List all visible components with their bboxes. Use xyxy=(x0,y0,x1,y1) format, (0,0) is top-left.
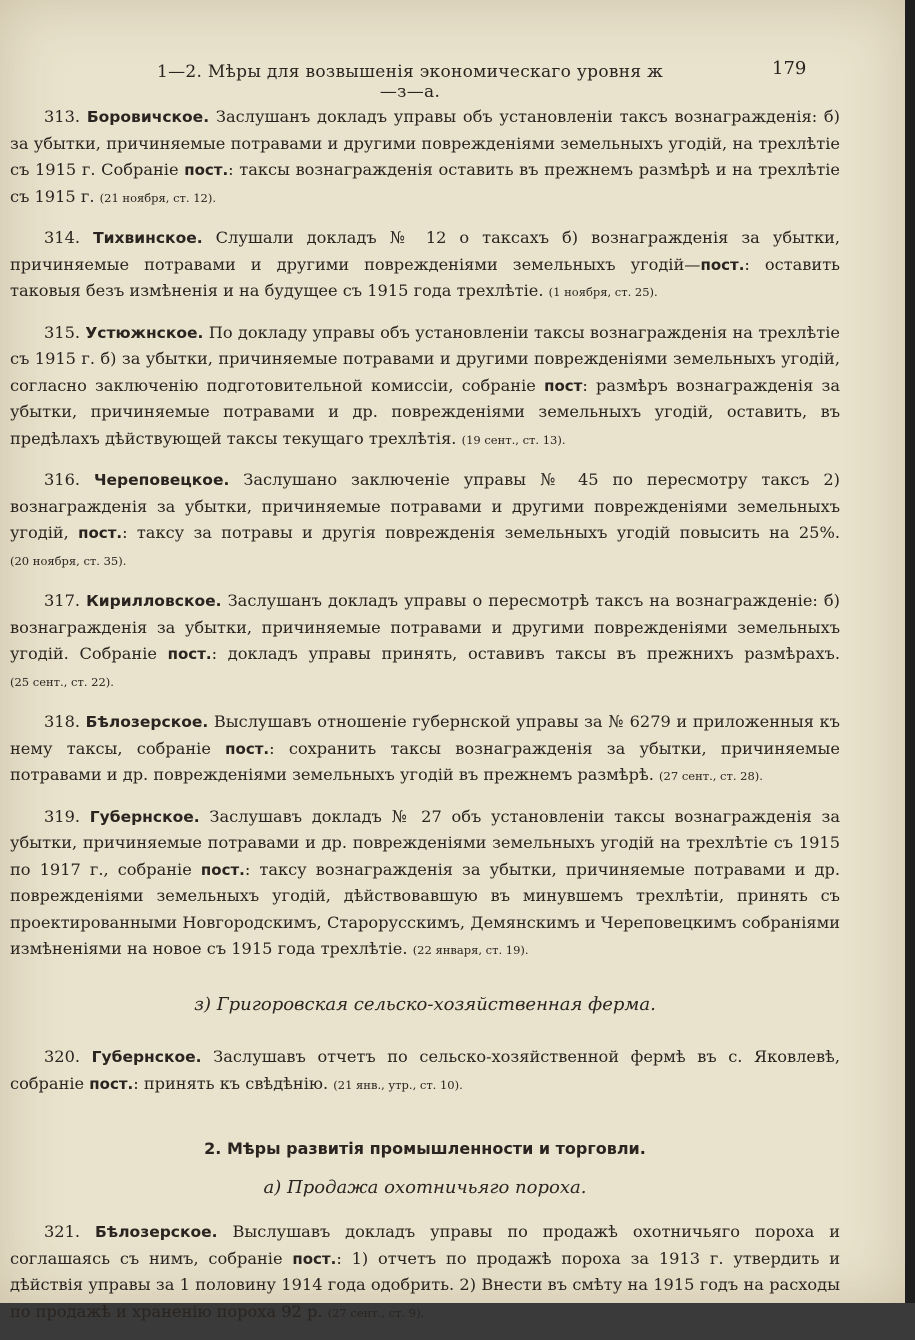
assembly-name: Устюжнское. xyxy=(85,323,204,342)
assembly-name: Кирилловское. xyxy=(86,592,222,610)
entry-text: : сохранить таксы вознагражденія за убытки, причиняемые потравами и др. повреждeніями земельныхъ угодій въ прежнемъ размѣрѣ. xyxy=(10,738,840,784)
section-heading-z: з) Григоровская сельско-хозяйственная ферма. xyxy=(194,993,656,1015)
resolution-mark: пост xyxy=(544,376,583,395)
resolution-mark: пост. xyxy=(89,1074,134,1093)
entry-reference: (19 сент., ст. 13). xyxy=(461,432,566,447)
entry-text: : таксу за потравы и другія поврежденія земельныхъ угодій повысить на 25%. xyxy=(122,523,840,542)
entry-315 xyxy=(10,320,840,454)
resolution-mark: пост. xyxy=(292,1249,337,1268)
page-number: 179 xyxy=(772,58,807,79)
entry-text: Заслушанъ докладъ управы объ установленіи таксъ вознагражденія: б) за убытки, причиняемые потравами и другими повреждeніями земельныхъ угодій, на трехлѣтіе съ 1915 г. Собраніе xyxy=(10,107,840,179)
entry-text: : таксы вознагражденія оставить въ прежнемъ размѣрѣ и на трехлѣтіе съ 1915 г. xyxy=(10,160,840,206)
subsection-heading-a: а) Продажа охотничьяго пороха. xyxy=(263,1176,587,1198)
entry-319 xyxy=(10,804,840,964)
entry-text: По докладу управы объ установленіи таксы вознагражденія на трехлѣтіе съ 1915 г. б) за убытки, причиняемые потравами и другими повреждeніями земельныхъ угодій, согласно заключенію подготовительной комиссіи, собраніе xyxy=(10,322,840,395)
entry-text: Выслушавъ докладъ управы по продажѣ охотничьяго пороха и соглашаясь съ нимъ, собраніе xyxy=(10,1222,840,1268)
entry-text: : оставить таковыя безъ измѣненія и на будущее съ 1915 года трехлѣтіе. xyxy=(10,254,840,300)
entry-reference: (22 января, ст. 19). xyxy=(412,943,529,957)
entry-reference: (25 сент., ст. 22). xyxy=(10,674,114,689)
page-edge-shadow xyxy=(905,0,915,1303)
assembly-name: Боровичское. xyxy=(86,108,210,126)
entry-314 xyxy=(10,225,840,306)
entry-reference: (20 ноября, ст. 35). xyxy=(10,553,127,568)
entry-number: 317. xyxy=(44,591,81,610)
entry-text: Заслушанъ докладъ управы о пересмотрѣ таксъ на вознагражденіе: б) вознагражденія за убытки, причиняемые потравами и другими повреждeніями земельныхъ угодій. Собраніе xyxy=(10,591,840,663)
entry-text: : 1) отчетъ по продажѣ пороха за 1913 г. утвердить и дѣйствія управы за 1 половину 1914 года одобрить. 2) Внести въ смѣту на 1915 годъ на расходы по продажѣ и храненію пороха 92 р. xyxy=(10,1248,840,1321)
entry-reference: (21 ноября, ст. 12). xyxy=(99,190,216,205)
entry-text: Заслушано заключеніе управы № 45 по пересмотру таксъ 2) вознагражденія за убытки, причиняемые потравами и другими повреждeніями земельныхъ угодій, xyxy=(10,470,841,542)
entry-number: 319. xyxy=(44,806,81,826)
entry-reference: (27 сент., ст. 9). xyxy=(327,1305,425,1320)
entry-number: 313. xyxy=(44,107,81,126)
entry-number: 314. xyxy=(44,228,81,247)
entry-reference: (1 ноября, ст. 25). xyxy=(548,285,658,299)
assembly-name: Губернское. xyxy=(91,1048,202,1066)
assembly-name: Губернское. xyxy=(89,807,200,826)
assembly-name: Тихвинское. xyxy=(93,229,203,247)
resolution-mark: пост. xyxy=(200,860,245,879)
entry-number: 321. xyxy=(44,1222,81,1241)
entry-number: 320. xyxy=(44,1047,81,1066)
entry-text: : размѣръ вознагражденія за убытки, причиняемые потравами и др. повреждeніями земельныхъ угодій, оставить, въ предѣлахъ дѣйствующей таксы текущаго трехлѣтія. xyxy=(10,375,840,448)
assembly-name: Бѣлозерское. xyxy=(94,1223,218,1241)
entry-reference: (27 сент., ст. 28). xyxy=(659,769,763,783)
entry-text: Выслушавъ отношеніе губернской управы за № 6279 и приложенныя къ нему таксы, собраніе xyxy=(10,712,840,758)
entry-reference: (21 янв., утр., ст. 10). xyxy=(333,1077,463,1092)
entry-text: Заслушавъ отчетъ по сельско-хозяйственной фермѣ въ с. Яковлевѣ, собраніе xyxy=(10,1047,840,1093)
entry-321 xyxy=(10,1219,840,1326)
entry-text: : принять къ свѣдѣнію. xyxy=(133,1073,329,1093)
entry-313 xyxy=(10,104,840,211)
entry-text: Слушали докладъ № 12 о таксахъ б) вознагражденія за убытки, причиняемые потравами и другими повреждeніями земельныхъ угодій— xyxy=(10,228,840,274)
entry-316 xyxy=(10,467,840,574)
page-body xyxy=(10,104,840,1340)
entry-number: 316. xyxy=(44,470,81,489)
entry-number: 315. xyxy=(44,322,81,342)
running-header: 1—2. Мѣры для возвышенія экономическаго уровня ж—з—а. xyxy=(156,62,664,102)
entry-text: : докладъ управы принять, оставивъ таксы въ прежнихъ размѣрахъ. xyxy=(211,644,840,663)
entry-320 xyxy=(10,1044,840,1098)
resolution-mark: пост. xyxy=(78,524,123,542)
entry-text: : таксу вознагражденія за убытки, причиняемые потравами и др. повреждeніями земельныхъ угодій, дѣйствовавшую въ минувшемъ трехлѣтіи, принять съ проектированными Новгородскимъ, Старорусскимъ, Демянскимъ и Череповецкимъ собраніями измѣненіями на новое съ 1915 года трехлѣтіе. xyxy=(10,859,841,958)
entry-text: Заслушавъ докладъ № 27 объ установленіи таксы вознагражденія за убытки, причиняемые потравами и др. повреждeніями земельныхъ угодій на трехлѣтіе съ 1915 по 1917 г., собраніе xyxy=(10,806,840,879)
resolution-mark: пост. xyxy=(225,739,270,758)
entry-318 xyxy=(10,709,840,790)
section-heading-2: 2. Мѣры развитія промышленности и торговли. xyxy=(204,1139,646,1158)
resolution-mark: пост. xyxy=(700,255,745,274)
resolution-mark: пост. xyxy=(167,645,212,663)
assembly-name: Бѣлозерское. xyxy=(85,713,209,731)
resolution-mark: пост. xyxy=(184,161,229,179)
entry-number: 318. xyxy=(44,712,81,731)
entry-317 xyxy=(10,588,840,695)
assembly-name: Череповецкое. xyxy=(93,471,230,489)
